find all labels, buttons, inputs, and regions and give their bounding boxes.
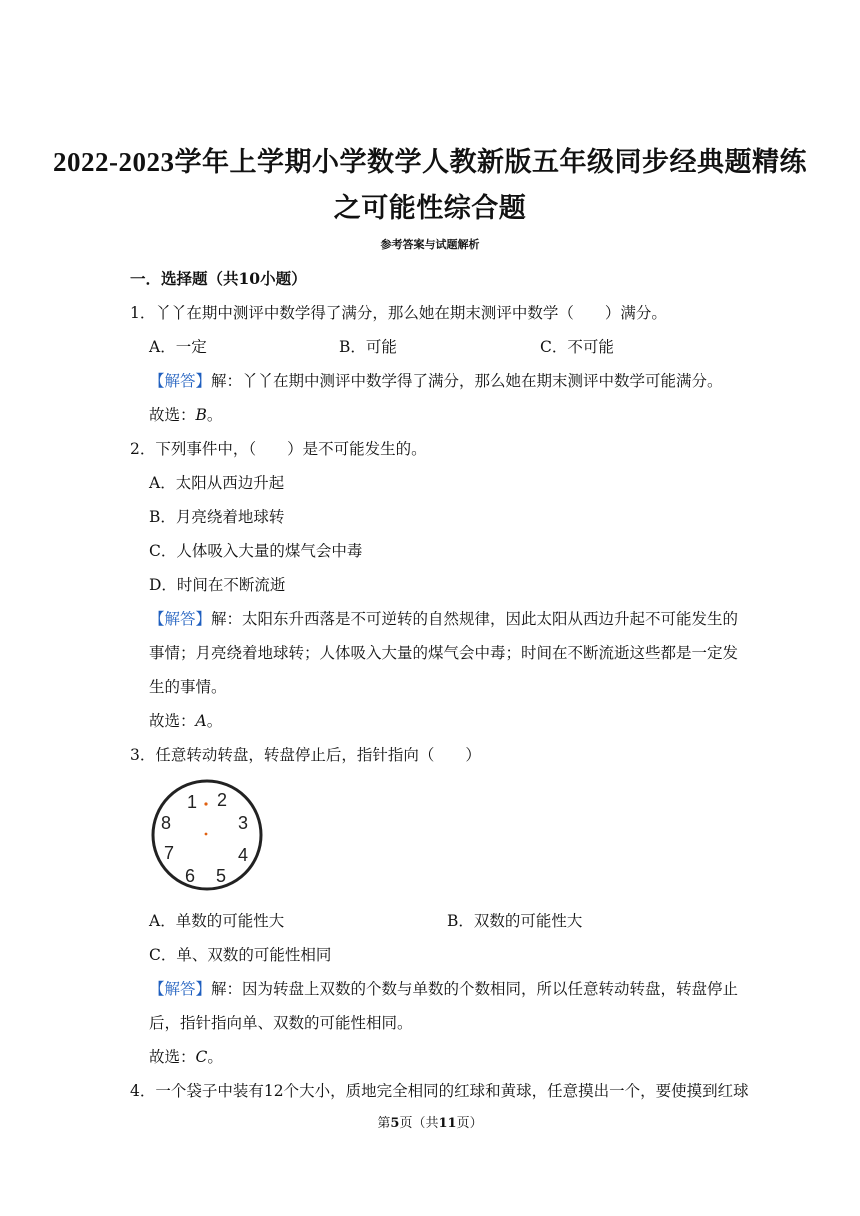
choice-letter: B <box>195 406 207 424</box>
dial-number-7: 7 <box>163 843 175 863</box>
document-subtitle: 参考答案与试题解析 <box>380 238 480 251</box>
section-heading: 一．选择题（共10小题） <box>130 269 307 288</box>
question-2-option-d: D．时间在不断流逝 <box>149 576 286 594</box>
answer-explanation: 解：丫丫在期中测评中数学得了满分，那么她在期末测评中数学可能满分。 <box>211 372 723 390</box>
choice-prefix: 故选： <box>149 1048 196 1066</box>
question-1-option-c: C．不可能 <box>540 338 614 356</box>
question-4-stem: 4．一个袋子中装有12个大小，质地完全相同的红球和黄球，任意摸出一个，要使摸到红球 <box>130 1082 749 1100</box>
question-3-answer <box>149 978 738 1000</box>
answer-tag: 【解答】 <box>149 372 212 390</box>
choice-suffix: 。 <box>207 1048 223 1066</box>
question-2-choice <box>149 710 222 732</box>
choice-prefix: 故选： <box>149 406 196 424</box>
question-1-stem: 1．丫丫在期中测评中数学得了满分，那么她在期末测评中数学（ ）满分。 <box>130 304 667 322</box>
question-3-stem: 3．任意转动转盘，转盘停止后，指针指向（ ） <box>130 746 481 764</box>
dial-number-8: 8 <box>160 813 172 833</box>
question-3-option-c: C．单、双数的可能性相同 <box>149 946 332 964</box>
document-title-line-1: 2022-2023学年上学期小学数学人教新版五年级同步经典题精练 <box>53 147 807 177</box>
question-1-answer <box>149 370 723 392</box>
question-3-option-b: B．双数的可能性大 <box>447 912 583 930</box>
question-2-option-c: C．人体吸入大量的煤气会中毒 <box>149 542 363 560</box>
dial-number-1: 1 <box>186 792 198 812</box>
dial-number-4: 4 <box>237 845 249 865</box>
question-2-answer <box>149 608 738 630</box>
question-3-option-a: A．单数的可能性大 <box>149 912 285 930</box>
question-2-option-b: B．月亮绕着地球转 <box>149 508 285 526</box>
answer-tag: 【解答】 <box>149 980 212 998</box>
question-1-choice <box>149 404 222 426</box>
choice-suffix: 。 <box>206 712 223 730</box>
footer-total-pages: 11 <box>438 1116 457 1131</box>
spinner-dial-figure <box>150 778 264 892</box>
question-3-choice <box>149 1046 223 1068</box>
document-title-line-2: 之可能性综合题 <box>333 193 527 223</box>
choice-prefix: 故选： <box>149 712 196 730</box>
choice-suffix: 。 <box>206 406 223 424</box>
footer-page-number: 5 <box>390 1116 400 1131</box>
dial-number-3: 3 <box>237 813 249 833</box>
choice-letter: C <box>195 1048 208 1066</box>
dial-number-6: 6 <box>184 866 196 886</box>
question-2-stem: 2．下列事件中，（ ）是不可能发生的。 <box>130 440 427 458</box>
question-3-answer-cont: 后，指针指向单、双数的可能性相同。 <box>149 1014 413 1032</box>
footer-middle: 页（共 <box>399 1116 439 1131</box>
answer-explanation: 解：因为转盘上双数的个数与单数的个数相同，所以任意转动转盘，转盘停止 <box>211 980 739 998</box>
page-footer <box>0 1112 860 1131</box>
footer-suffix: 页） <box>456 1116 483 1131</box>
question-1-option-a: A．一定 <box>149 338 207 356</box>
dial-outline <box>153 781 261 889</box>
dial-center-dot <box>205 833 208 836</box>
dial-number-5: 5 <box>215 866 227 886</box>
dial-number-2: 2 <box>216 790 228 810</box>
choice-letter: A <box>195 712 207 730</box>
answer-explanation: 解：太阳东升西落是不可逆转的自然规律，因此太阳从西边升起不可能发生的 <box>211 610 739 628</box>
answer-tag: 【解答】 <box>149 610 212 628</box>
question-2-answer-cont-1: 事情；月亮绕着地球转；人体吸入大量的煤气会中毒；时间在不断流逝这些都是一定发 <box>149 644 739 662</box>
footer-prefix: 第 <box>377 1116 391 1131</box>
question-1-option-b: B．可能 <box>339 338 397 356</box>
question-2-answer-cont-2: 生的事情。 <box>149 678 227 696</box>
question-2-option-a: A．太阳从西边升起 <box>149 474 285 492</box>
dial-pointer-dot <box>204 802 207 805</box>
